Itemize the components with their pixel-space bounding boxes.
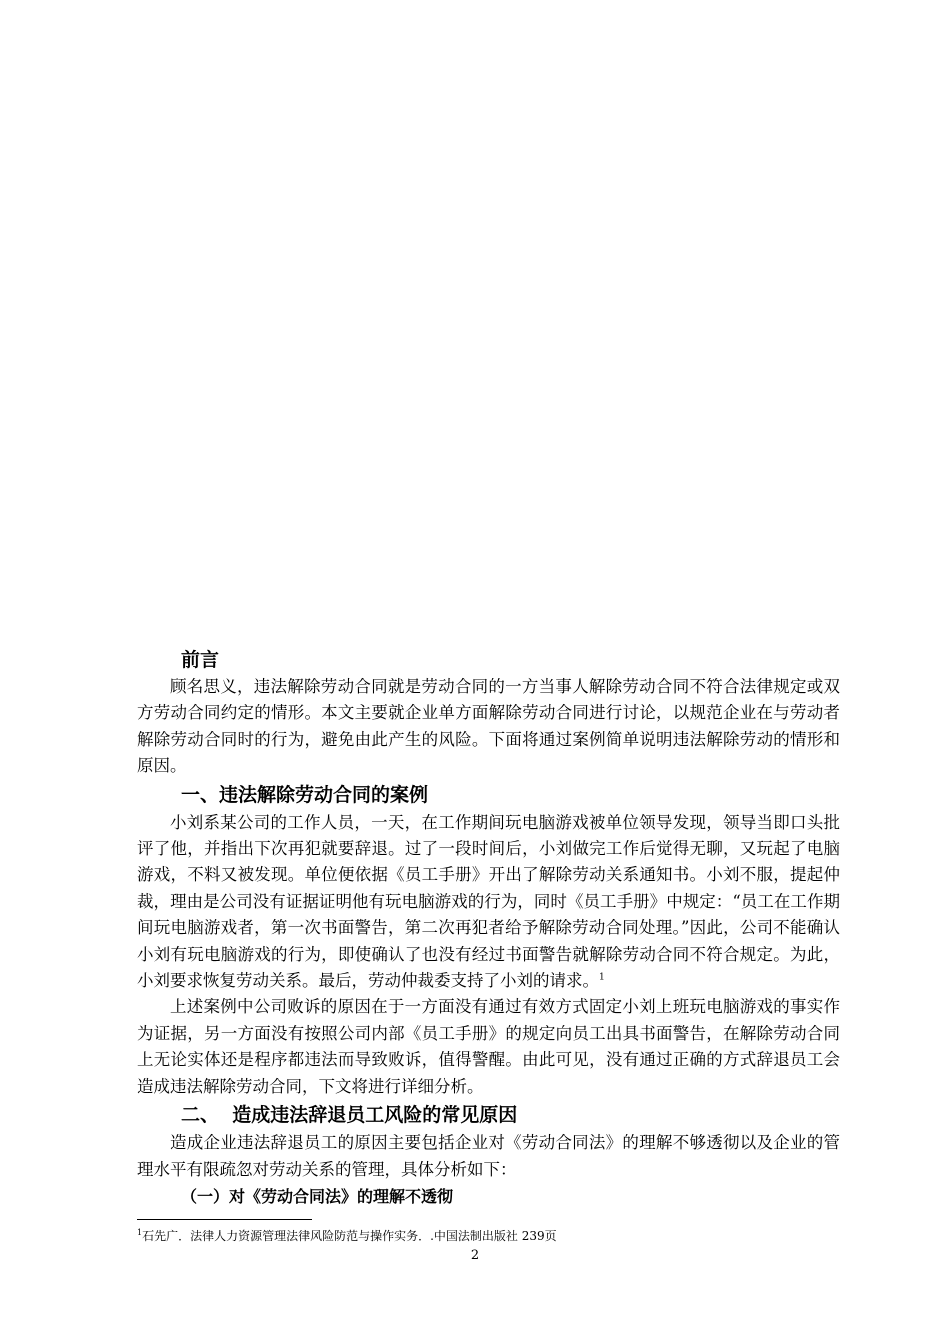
causes-paragraph: 造成企业违法辞退员工的原因主要包括企业对《劳动合同法》的理解不够透彻以及企业的管理水平有限疏忽对劳动关系的管理，具体分析如下： xyxy=(137,1133,840,1179)
footnote-marker: 1 xyxy=(137,1228,143,1237)
footnote-text: 石先广．法律人力资源管理法律风险防范与操作实务．.中国法制出版社 239页 xyxy=(142,1229,557,1243)
preface-paragraph: 顾名思义，违法解除劳动合同就是劳动合同的一方当事人解除劳动合同不符合法律规定或双方劳动合同约定的情形。本文主要就企业单方面解除劳动合同进行讨论，以规范企业在与劳动者解除劳动合同时的行为，避免由此产生的风险。下面将通过案例简单说明违法解除劳动的情形和原因。 xyxy=(137,677,840,776)
preface-heading: 前言 xyxy=(181,649,220,671)
section-2-heading: 二、 造成违法辞退员工风险的常见原因 xyxy=(181,1104,518,1127)
document-body xyxy=(137,646,840,1211)
case-paragraph xyxy=(137,810,840,995)
section-1-heading: 一、违法解除劳动合同的案例 xyxy=(181,783,429,806)
footnote-reference: 1 xyxy=(599,972,605,983)
subsection-1-heading: （一）对《劳动合同法》的理解不透彻 xyxy=(181,1186,454,1206)
footnote-separator xyxy=(137,1219,312,1220)
case-analysis-paragraph: 上述案例中公司败诉的原因在于一方面没有通过有效方式固定小刘上班玩电脑游戏的事实作为证据，另一方面没有按照公司内部《员工手册》的规定向员工出具书面警告，在解除劳动合同上无论实体还是程序都违法而导致败诉，值得警醒。由此可见，没有通过正确的方式辞退员工会造成违法解除劳动合同，下文将进行详细分析。 xyxy=(137,997,840,1096)
footnote xyxy=(137,1225,840,1244)
case-paragraph-text: 小刘系某公司的工作人员，一天，在工作期间玩电脑游戏被单位领导发现，领导当即口头批评了他，并指出下次再犯就要辞退。过了一段时间后，小刘做完工作后觉得无聊，又玩起了电脑游戏，不料又被发现。单位便依据《员工手册》开出了解除劳动关系通知书。小刘不服，提起仲裁，理由是公司没有证据证明他有玩电脑游戏的行为，同时《员工手册》中规定：“员工在工作期间玩电脑游戏者，第一次书面警告，第二次再犯者给予解除劳动合同处理。”因此，公司不能确认小刘有玩电脑游戏的行为，即使确认了也没有经过书面警告就解除劳动合同不符合规定。为此，小刘要求恢复劳动关系。最后，劳动仲裁委支持了小刘的请求。 xyxy=(137,812,840,991)
page-number: 2 xyxy=(470,1248,480,1263)
